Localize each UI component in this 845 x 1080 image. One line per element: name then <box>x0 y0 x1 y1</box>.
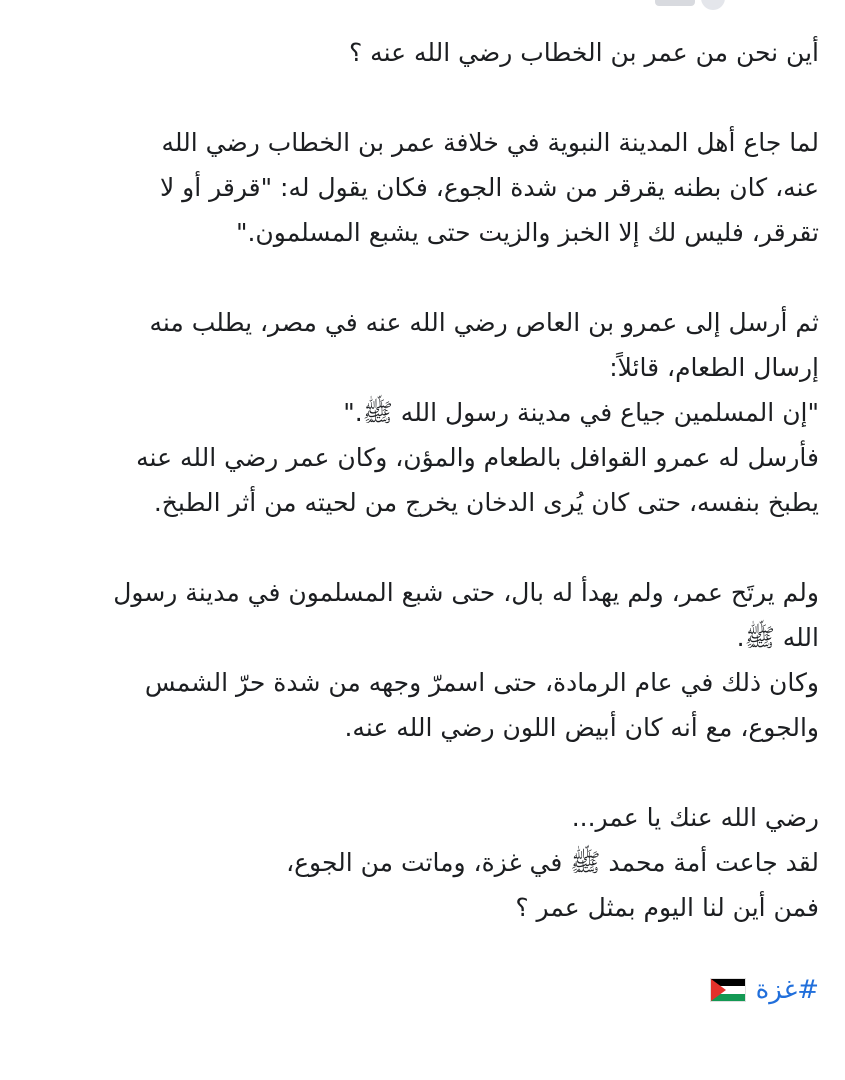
post-text-line: عنه، كان بطنه يقرقر من شدة الجوع، فكان يقول له: "قرقر أو لا <box>159 173 819 202</box>
post-paragraph <box>29 120 819 255</box>
post-text-line: "إن المسلمين جياع في مدينة رسول الله ﷺ." <box>343 398 819 427</box>
post-text-line: والجوع، مع أنه كان أبيض اللون رضي الله عنه. <box>344 713 819 742</box>
post-text-line: تقرقر، فليس لك إلا الخبز والزيت حتى يشبع المسلمون." <box>235 218 819 247</box>
post-paragraph <box>29 30 819 75</box>
header-cutoff <box>0 0 845 12</box>
avatar[interactable] <box>701 0 725 10</box>
palestine-flag-icon <box>710 978 746 1002</box>
post-text-line: رضي الله عنك يا عمر... <box>571 803 819 832</box>
post-text-line: ثم أرسل إلى عمرو بن العاص رضي الله عنه في مصر، يطلب منه <box>149 308 819 337</box>
post-text-line: لقد جاعت أمة محمد ﷺ في غزة، وماتت من الجوع، <box>286 848 819 877</box>
post-text-line: فأرسل له عمرو القوافل بالطعام والمؤن، وكان عمر رضي الله عنه <box>136 443 819 472</box>
post-text <box>29 30 819 930</box>
post-text-line: يطبخ بنفسه، حتى كان يُرى الدخان يخرج من لحيته من أثر الطبخ. <box>153 488 819 517</box>
hashtag-gaza-link[interactable]: #غزة <box>755 975 819 1005</box>
post-text-line: ولم يرتَح عمر، ولم يهدأ له بال، حتى شبع المسلمون في مدينة رسول <box>113 578 819 607</box>
post-paragraph <box>29 570 819 750</box>
post-text-line: أين نحن من عمر بن الخطاب رضي الله عنه ؟ <box>348 38 819 67</box>
post-text-line: الله ﷺ. <box>736 623 819 652</box>
post-text-line: وكان ذلك في عام الرمادة، حتى اسمرّ وجهه من شدة حرّ الشمس <box>144 668 819 697</box>
post-text-line: فمن أين لنا اليوم بمثل عمر ؟ <box>515 893 819 922</box>
post-body <box>29 30 819 1010</box>
post-paragraph <box>29 300 819 525</box>
post-text-line: إرسال الطعام، قائلاً: <box>609 353 819 382</box>
author-name-cutoff <box>655 0 695 6</box>
hashtag-row <box>29 970 819 1010</box>
post-paragraph <box>29 795 819 930</box>
post-text-line: لما جاع أهل المدينة النبوية في خلافة عمر بن الخطاب رضي الله <box>161 128 819 157</box>
